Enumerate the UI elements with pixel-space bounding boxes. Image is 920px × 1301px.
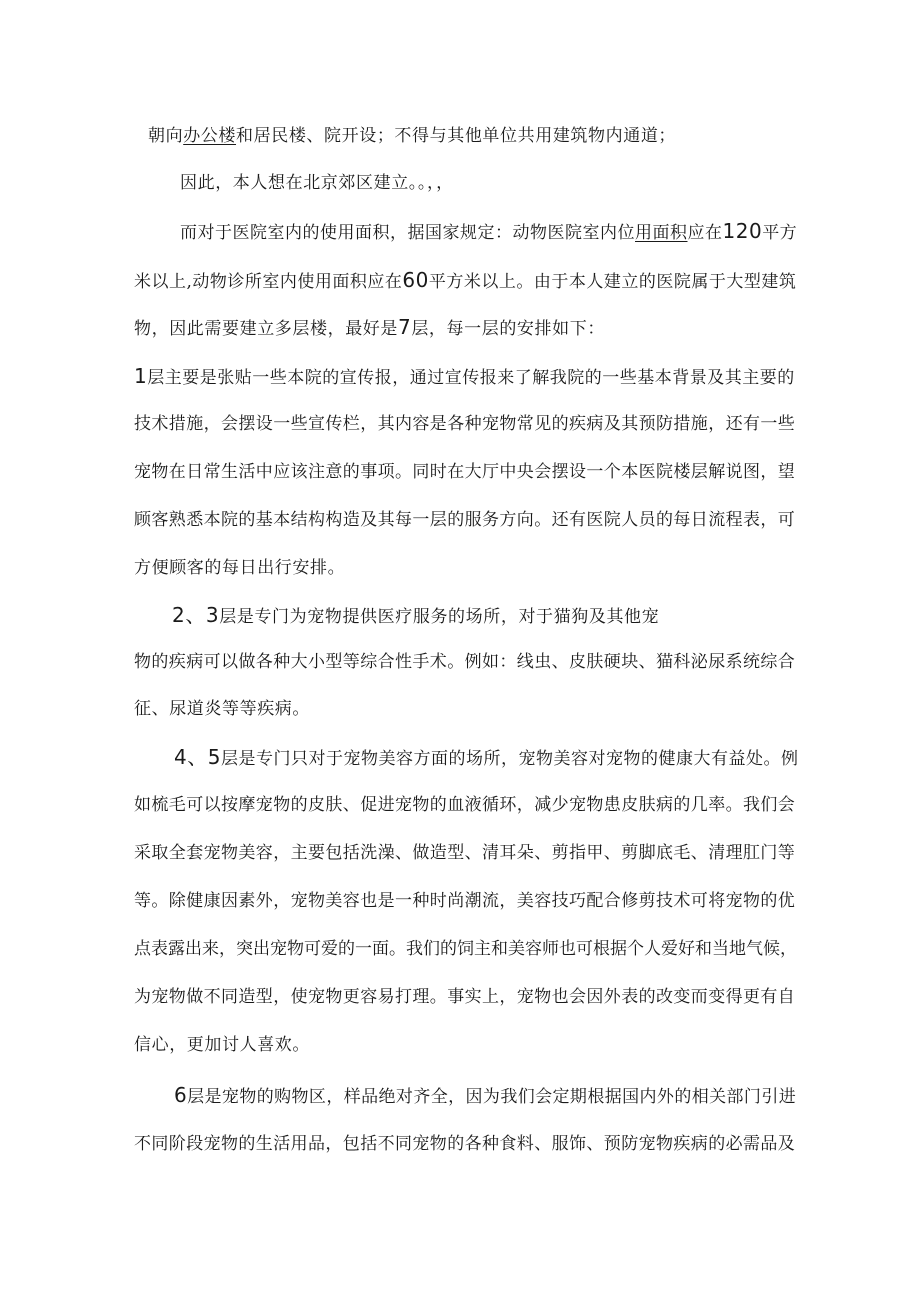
- number: 7: [398, 315, 412, 339]
- text: 层是专门只对于宠物美容方面的场所，宠物美容对宠物的健康大有益处。例: [220, 749, 799, 769]
- underlined-term-usable-area: 用面积: [635, 223, 688, 243]
- text: 宠物在日常生活中应该注意的事项。同时在大厅中央会摆设一个本医院楼层解说图，望: [134, 462, 796, 482]
- text: 因此，本人想在北京郊区建立。。，，: [180, 173, 454, 193]
- paragraph-4-line-4: [134, 508, 795, 532]
- paragraph-5-line-3: [134, 697, 310, 721]
- text: 层是宠物的购物区，样品绝对齐全，因为我们会定期根据国内外的相关部门引进: [187, 1087, 797, 1107]
- text: 点表露出来，突出宠物可爱的一面。我们的饲主和美容师也可根据个人爱好和当地气候，: [134, 939, 797, 959]
- text: 技术措施，会摆设一些宣传栏，其内容是各种宠物常见的疾病及其预防措施，还有一些: [134, 414, 796, 434]
- paragraph-6-line-2: [134, 793, 795, 817]
- text: 信心，更加讨人喜欢。: [134, 1035, 310, 1055]
- number: 2、3: [172, 603, 220, 627]
- text: 层是专门为宠物提供医疗服务的场所，对于猫狗及其他宠: [219, 607, 660, 627]
- paragraph-6-line-3: [134, 841, 795, 865]
- text: 层主要是张贴一些本院的宣传报，通过宣传报来了解我院的一些基本背景及其主要的: [147, 368, 795, 388]
- number: 120: [722, 219, 763, 243]
- text: 物，因此需要建立多层楼，最好是: [134, 319, 398, 339]
- number: 1: [134, 364, 148, 388]
- text: 采取全套宠物美容，主要包括洗澡、做造型、清耳朵、剪指甲、剪脚底毛、清理肛门等: [134, 843, 796, 863]
- number: 60: [402, 268, 429, 292]
- text: 如梳毛可以按摩宠物的皮肤、促进宠物的血液循环，减少宠物患皮肤病的几率。我们会: [134, 795, 796, 815]
- paragraph-6-line-7: [134, 1033, 310, 1057]
- paragraph-3-line-1: [180, 219, 797, 245]
- paragraph-1-line-1: [148, 124, 676, 148]
- paragraph-7-line-2: [134, 1132, 795, 1156]
- text: 为宠物做不同造型，使宠物更容易打理。事实上，宠物也会因外表的改变而变得更有自: [134, 987, 796, 1007]
- text: 层，每一层的安排如下：: [411, 319, 605, 339]
- paragraph-6-line-6: [134, 985, 795, 1009]
- text: 和居民楼、院开设；不得与其他单位共用建筑物内通道；: [236, 126, 677, 146]
- paragraph-4-line-1: [134, 364, 795, 390]
- text: 方便顾客的每日出行安排。: [134, 558, 346, 578]
- paragraph-6-line-4: [134, 889, 795, 913]
- text: 等。除健康因素外，宠物美容也是一种时尚潮流，美容技巧配合修剪技术可将宠物的优: [134, 891, 796, 911]
- text: 物的疾病可以做各种大小型等综合性手术。例如：线虫、皮肤硬块、猫科泌尿系统综合: [134, 652, 796, 672]
- text: 平方米以上。由于本人建立的医院属于大型建筑: [428, 272, 797, 292]
- number: 4、5: [174, 745, 221, 769]
- paragraph-4-line-2: [134, 412, 795, 436]
- paragraph-2-line-1: [180, 171, 454, 195]
- paragraph-6-line-1: [174, 745, 798, 771]
- text: 顾客熟悉本院的基本结构构造及其每一层的服务方向。还有医院人员的每日流程表，可: [134, 510, 796, 530]
- text: 米以上,动物诊所室内使用面积应在: [134, 272, 403, 292]
- text: 征、尿道炎等等疾病。: [134, 699, 310, 719]
- paragraph-3-line-2: [134, 268, 796, 294]
- paragraph-4-line-5: [134, 556, 345, 580]
- paragraph-7-line-1: [174, 1083, 796, 1109]
- paragraph-5-line-1: [172, 603, 659, 629]
- text: 应在: [687, 223, 723, 243]
- paragraph-5-line-2: [134, 650, 795, 674]
- underlined-term-office-building: 办公楼: [183, 126, 237, 146]
- paragraph-4-line-3: [134, 460, 795, 484]
- text: 平方: [762, 223, 798, 243]
- paragraph-6-line-5: [134, 937, 797, 961]
- text: 而对于医院室内的使用面积，据国家规定：动物医院室内位: [180, 223, 635, 243]
- text: 不同阶段宠物的生活用品，包括不同宠物的各种食料、服饰、预防宠物疾病的必需品及: [134, 1134, 796, 1154]
- number: 6: [174, 1083, 188, 1107]
- paragraph-3-line-3: [134, 315, 605, 341]
- text: 朝向: [148, 126, 184, 146]
